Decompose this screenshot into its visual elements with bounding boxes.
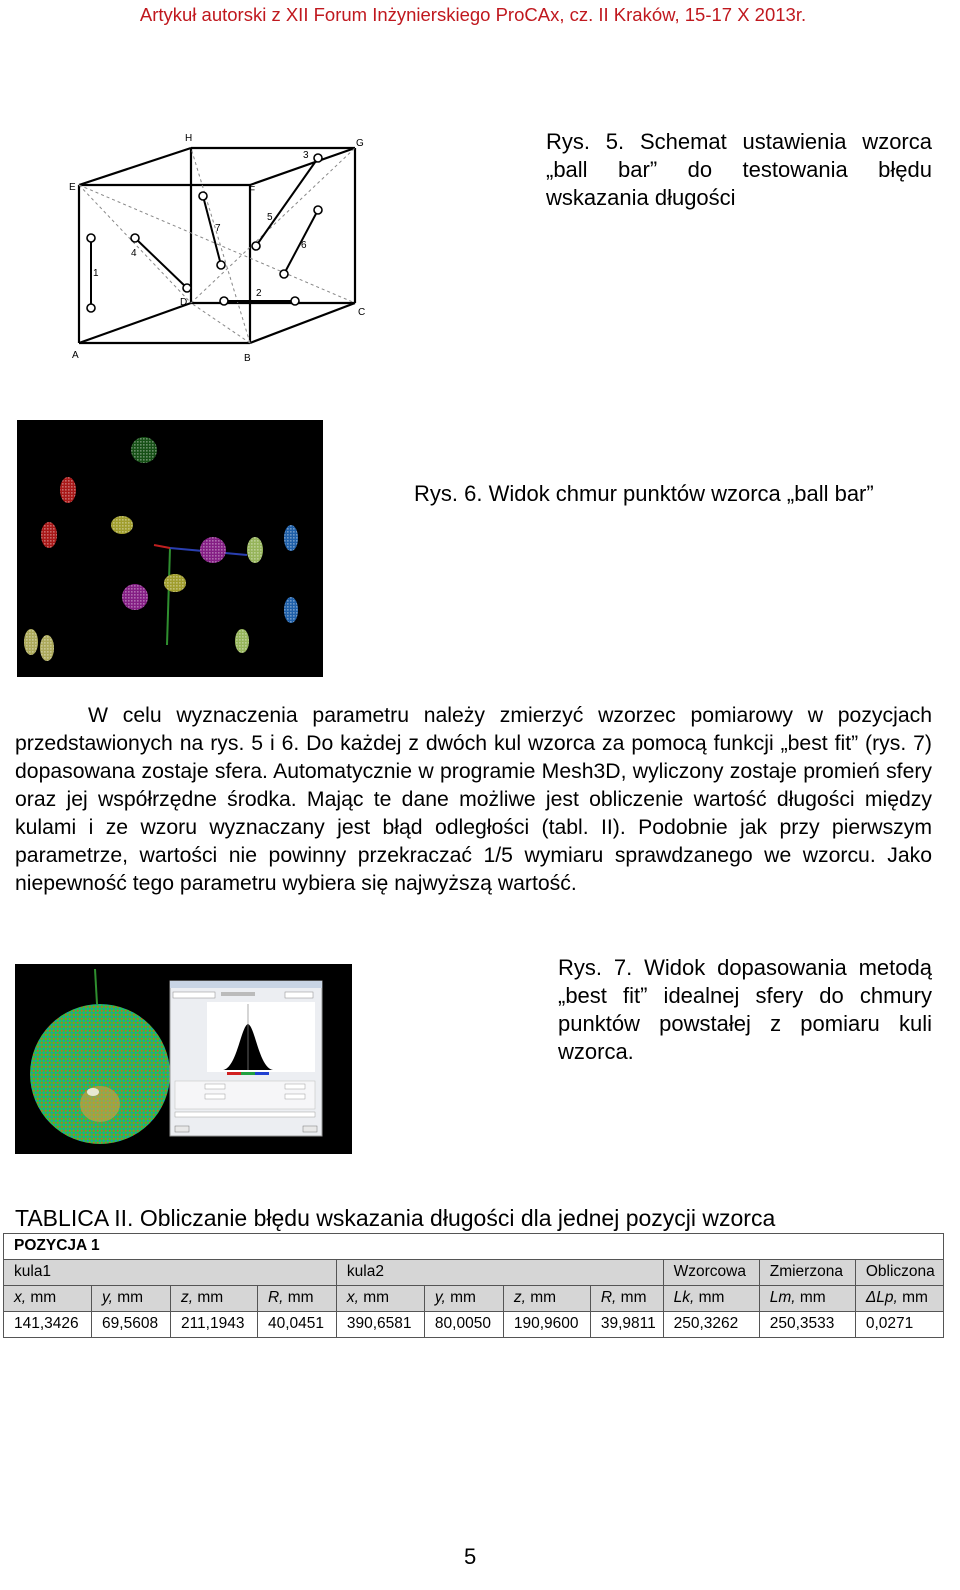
figure-7-best-fit-image: [15, 964, 352, 1154]
figure-6-point-cloud-image: [17, 420, 323, 677]
value-cell: 39,9811: [590, 1312, 663, 1338]
label-C: C: [358, 307, 366, 318]
table-position-row: [4, 1234, 944, 1260]
value-cell: 211,1943: [170, 1312, 257, 1338]
label-2: 2: [256, 288, 262, 299]
figure-5-caption: Rys. 5. Schemat ustawienia wzorca „ball bar” do testowania błędu wskazania długości: [546, 129, 932, 210]
label-4: 4: [131, 248, 137, 259]
label-E: E: [69, 182, 76, 193]
value-cell: 250,3262: [663, 1312, 759, 1338]
page-number: 5: [464, 1544, 477, 1569]
label-5: 5: [267, 212, 273, 223]
table-header-row: [4, 1286, 944, 1312]
value-cell: 40,0451: [257, 1312, 336, 1338]
running-header: Artykuł autorski z XII Forum Inżynierskiego ProCAx, cz. II Kraków, 15-17 X 2013r.: [139, 4, 807, 25]
group-obliczona: Obliczona: [855, 1260, 943, 1286]
table-title: TABLICA II. Obliczanie błędu wskazania długości dla jednej pozycji wzorca: [15, 1205, 776, 1231]
figure-5-cube-diagram: [15, 128, 385, 378]
header-cell: x, mm: [4, 1286, 92, 1312]
body-paragraph: W celu wyznaczenia parametru należy zmierzyć wzorzec pomiarowy w pozycjach przedstawionych na rys. 5 i 6. Do każdej z dwóch kul wzorca za pomocą funkcji „best fit” (rys. 7) dopasowana zostaje sfera. Automatycznie w programie Mesh3D, wyliczony zostaje promień sfery oraz jej współrzędne środka. Mając te dane możliwe jest obliczenie wartość długości między kulami i ze wzoru wyznaczany jest błąd odległości (tabl. II). Podobnie jak przy pierwszym parametrze, wartości nie powinny przekraczać 1/5 wymiaru sprawdzanego we wzorcu. Jako niepewność tego parametru wybiera się najwyższą wartość.: [15, 704, 932, 895]
table-row: [4, 1312, 944, 1338]
label-H: H: [185, 133, 193, 144]
header-cell: Lm, mm: [759, 1286, 855, 1312]
position-label: POZYCJA 1: [4, 1234, 944, 1260]
label-A: A: [72, 350, 79, 361]
header-cell: y, mm: [424, 1286, 503, 1312]
figure-6-caption: Rys. 6. Widok chmur punktów wzorca „ball bar”: [414, 481, 874, 506]
label-F: F: [249, 185, 256, 196]
value-cell: 0,0271: [855, 1312, 943, 1338]
value-cell: 390,6581: [336, 1312, 424, 1338]
group-kula1: kula1: [4, 1260, 337, 1286]
header-cell: R, mm: [257, 1286, 336, 1312]
label-1: 1: [93, 268, 99, 279]
group-wzorcowa: Wzorcowa: [663, 1260, 759, 1286]
header-cell: z, mm: [503, 1286, 590, 1312]
label-7: 7: [215, 223, 221, 234]
label-G: G: [356, 138, 364, 149]
group-kula2: kula2: [336, 1260, 663, 1286]
label-D: D: [180, 297, 188, 308]
label-B: B: [244, 353, 251, 364]
value-cell: 250,3533: [759, 1312, 855, 1338]
value-cell: 141,3426: [4, 1312, 92, 1338]
table-group-row: [4, 1260, 944, 1286]
value-cell: 69,5608: [92, 1312, 171, 1338]
value-cell: 190,9600: [503, 1312, 590, 1338]
header-cell: ΔLp, mm: [855, 1286, 943, 1312]
header-cell: x, mm: [336, 1286, 424, 1312]
value-cell: 80,0050: [424, 1312, 503, 1338]
header-cell: z, mm: [170, 1286, 257, 1312]
error-table: [3, 1233, 944, 1338]
label-6: 6: [301, 240, 307, 251]
header-cell: Lk, mm: [663, 1286, 759, 1312]
header-cell: y, mm: [92, 1286, 171, 1312]
figure-7-caption: Rys. 7. Widok dopasowania metodą „best fit” idealnej sfery do chmury punktów powstałej z pomiaru kuli wzorca.: [558, 955, 932, 1064]
header-cell: R, mm: [590, 1286, 663, 1312]
group-zmierzona: Zmierzona: [759, 1260, 855, 1286]
label-3: 3: [303, 150, 309, 161]
